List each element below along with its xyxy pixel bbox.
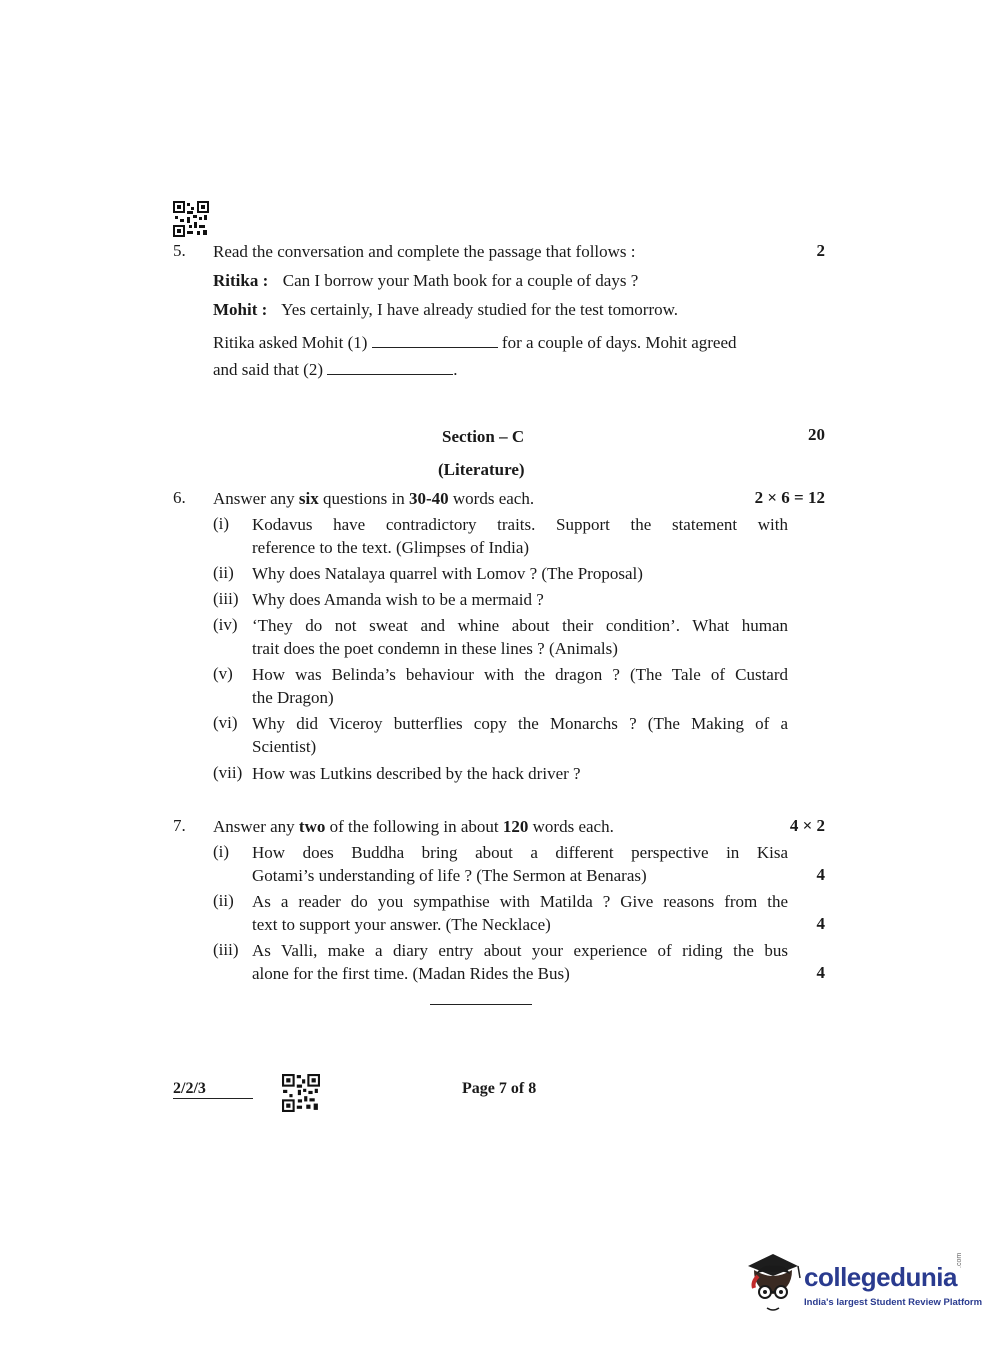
q6-marks: 2 × 6 = 12 (754, 488, 825, 507)
item-line: How was Belinda’s behaviour with the dragon ? (The Tale of Custard (252, 665, 788, 684)
q6-item-i (252, 513, 788, 559)
section-subtitle: (Literature) (438, 460, 525, 479)
item-line: Why does Natalaya quarrel with Lomov ? (The Proposal) (252, 564, 643, 583)
q7-item-label: (ii) (213, 891, 234, 910)
item-line: reference to the text. (Glimpses of India) (252, 538, 530, 557)
item-line: alone for the first time. (Madan Rides the Bus) (252, 964, 570, 983)
passage-text: for a couple of days. Mohit agreed (501, 333, 737, 352)
intro-text: words each. (532, 817, 614, 836)
q6-number: 6. (173, 488, 186, 507)
blank-2 (327, 360, 453, 375)
intro-text: words each. (452, 489, 535, 508)
item-line: Gotami’s understanding of life ? (The Sermon at Benaras) (252, 866, 647, 885)
item-line: How does Buddha bring about a different perspective in Kisa (252, 843, 788, 862)
intro-text: of the following in about (329, 817, 499, 836)
q6-item-label: (vi) (213, 713, 238, 732)
q5-passage-line-1 (213, 331, 737, 354)
q7-number: 7. (173, 816, 186, 835)
passage-text: and said that (2) (213, 360, 323, 379)
q6-item-label: (vii) (213, 763, 243, 782)
intro-bold: 30-40 (408, 489, 449, 508)
page-number: Page 7 of 8 (462, 1080, 537, 1097)
q7-item-label: (iii) (213, 940, 239, 959)
paper-code-underline (173, 1098, 253, 1099)
q5-number: 5. (173, 241, 186, 260)
q6-item-label: (iv) (213, 615, 238, 634)
item-line: How was Lutkins described by the hack driver ? (252, 764, 581, 783)
blank-1 (372, 333, 498, 348)
mascot-icon (742, 1248, 804, 1314)
q5-passage-line-2 (213, 358, 458, 381)
speaker-mohit: Mohit : (213, 300, 268, 319)
q6-item-v (252, 663, 788, 709)
q7-item-i (252, 841, 788, 887)
q7-item-label: (i) (213, 842, 230, 861)
intro-bold: two (298, 817, 326, 836)
q7-intro (213, 815, 614, 838)
q7-item-ii (252, 890, 788, 936)
item-line: Scientist) (252, 737, 317, 756)
qr-code-top (173, 201, 209, 237)
intro-text: Answer any (213, 489, 295, 508)
item-line: trait does the poet condemn in these lines ? (Animals) (252, 639, 618, 658)
section-marks: 20 (808, 425, 825, 444)
q5-dialogue-2 (213, 298, 678, 321)
q6-item-vii (252, 762, 788, 785)
q6-intro (213, 487, 534, 510)
item-line: the Dragon) (252, 688, 334, 707)
q7-item-marks: 4 (816, 865, 825, 884)
section-title: Section – C (442, 427, 525, 446)
q7-item-marks: 4 (816, 963, 825, 982)
item-line: Why did Viceroy butterflies copy the Monarchs ? (The Making of a (252, 714, 788, 733)
end-divider (430, 1004, 532, 1005)
speaker-ritika: Ritika : (213, 271, 269, 290)
q6-item-ii (252, 562, 788, 585)
item-line: As a reader do you sympathise with Matilda ? Give reasons from the (252, 892, 788, 911)
brand-name: collegedunia (804, 1262, 957, 1292)
item-line: Kodavus have contradictory traits. Support the statement with (252, 515, 788, 534)
q6-item-iv (252, 614, 788, 660)
q7-marks: 4 × 2 (789, 816, 825, 835)
item-line: Why does Amanda wish to be a mermaid ? (252, 590, 544, 609)
q5-dialogue-1 (213, 269, 638, 292)
q6-item-label: (v) (213, 664, 233, 683)
intro-text: questions in (323, 489, 405, 508)
intro-text: Answer any (213, 817, 295, 836)
brand-com: .com (956, 1252, 963, 1268)
qr-code-footer (282, 1074, 320, 1112)
q5-marks: 2 (816, 241, 825, 260)
q6-item-iii (252, 588, 788, 611)
q7-item-iii (252, 939, 788, 985)
brand-tagline: India's largest Student Review Platform (804, 1297, 983, 1308)
item-line: text to support your answer. (The Necklace) (252, 915, 551, 934)
q6-item-vi (252, 712, 788, 758)
paper-code: 2/2/3 (173, 1080, 206, 1097)
q5-intro: Read the conversation and complete the passage that follows : (213, 242, 636, 261)
q6-item-label: (iii) (213, 589, 239, 608)
passage-end: . (453, 360, 458, 379)
item-line: As Valli, make a diary entry about your experience of riding the bus (252, 941, 788, 960)
intro-bold: six (298, 489, 319, 508)
passage-text: Ritika asked Mohit (1) (213, 333, 368, 352)
item-line: ‘They do not sweat and whine about their condition’. What human (252, 616, 788, 635)
q7-item-marks: 4 (816, 914, 825, 933)
brand-logo (742, 1248, 983, 1318)
intro-bold: 120 (502, 817, 529, 836)
q6-item-label: (ii) (213, 563, 234, 582)
dialogue-line: Yes certainly, I have already studied for the test tomorrow. (281, 300, 679, 319)
q6-item-label: (i) (213, 514, 230, 533)
dialogue-line: Can I borrow your Math book for a couple of days ? (282, 271, 639, 290)
